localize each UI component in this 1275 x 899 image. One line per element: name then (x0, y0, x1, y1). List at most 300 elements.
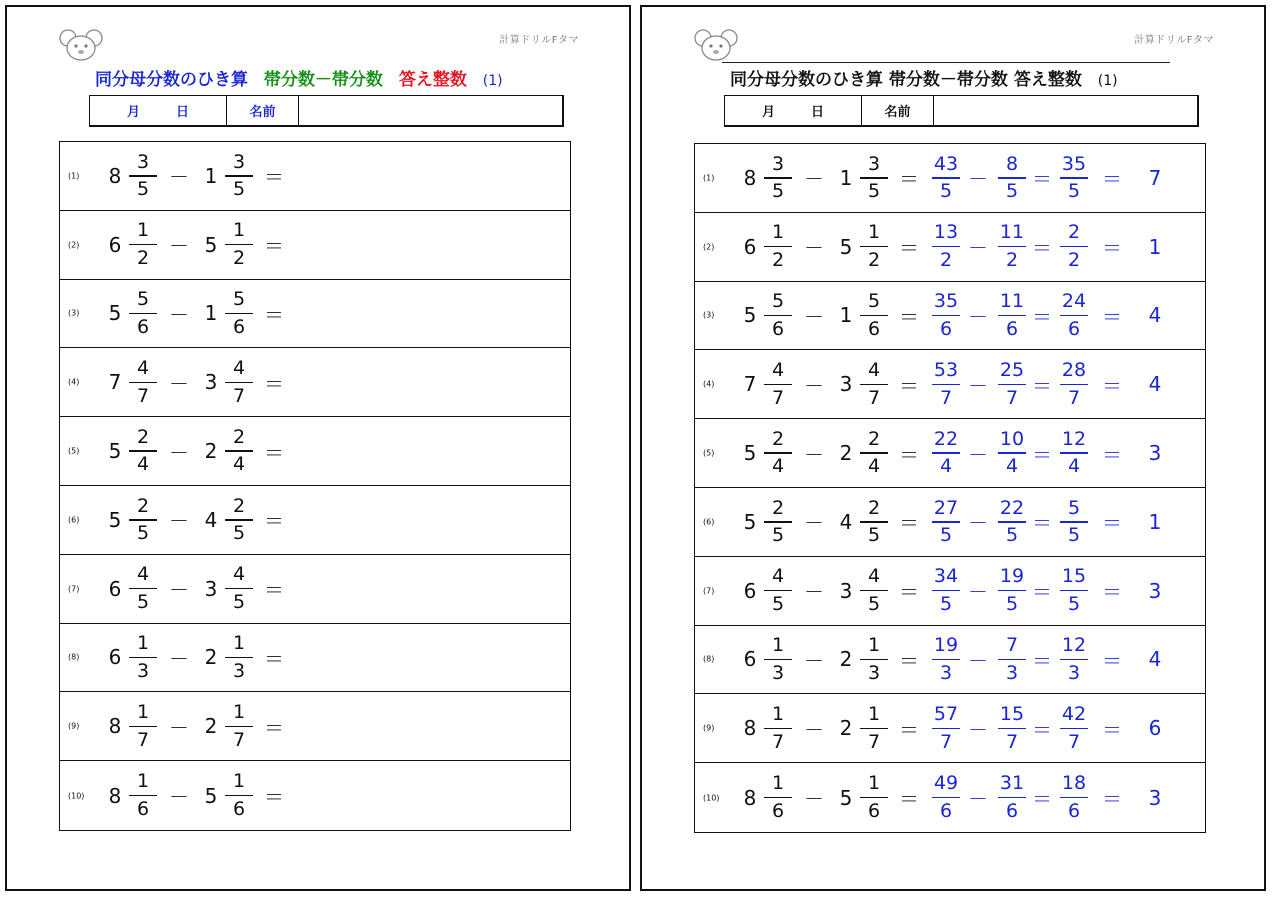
improper-fraction (997, 290, 1027, 342)
minus-sign: － (968, 236, 988, 261)
equals-sign: ＝ (1102, 511, 1122, 536)
numerator: 15 (999, 703, 1025, 726)
denominator: 6 (232, 315, 246, 338)
minus-sign: － (968, 580, 988, 605)
fraction-bar (998, 384, 1026, 386)
fraction-bar (225, 382, 253, 384)
whole-number: 1 (204, 301, 218, 326)
mixed-fraction (763, 703, 793, 755)
whole-number: 2 (839, 441, 853, 466)
denominator: 5 (939, 592, 953, 615)
denominator: 5 (1005, 592, 1019, 615)
numerator: 1 (867, 634, 881, 657)
whole-number: 7 (743, 372, 757, 397)
denominator: 5 (1067, 592, 1081, 615)
whole-number: 4 (204, 507, 218, 532)
denominator: 2 (771, 248, 785, 271)
answer-value: 3 (1148, 785, 1162, 810)
denominator: 4 (136, 453, 150, 476)
problem-row (695, 626, 1205, 695)
improper-fraction (997, 565, 1027, 617)
fraction-bar (860, 521, 888, 523)
mixed-fraction (859, 772, 889, 824)
numerator: 19 (999, 565, 1025, 588)
denominator: 6 (232, 797, 246, 820)
denominator: 6 (1067, 317, 1081, 340)
problem-sheet (5, 5, 631, 891)
problem-expression (104, 761, 294, 830)
whole-number: 3 (839, 578, 853, 603)
equals-sign: ＝ (264, 646, 284, 671)
fraction-bar (1060, 315, 1088, 317)
equals-sign: ＝ (899, 167, 919, 192)
minus-sign: － (169, 302, 189, 327)
numerator: 3 (232, 150, 246, 173)
problem-number: (4) (68, 377, 80, 387)
numerator: 19 (933, 634, 959, 657)
numerator: 4 (136, 563, 150, 586)
fraction-bar (764, 177, 792, 179)
numerator: 28 (1061, 359, 1087, 382)
fraction-bar (764, 246, 792, 248)
fraction-bar (932, 659, 960, 661)
minus-sign: － (169, 509, 189, 534)
denominator: 6 (1005, 317, 1019, 340)
numerator: 3 (136, 150, 150, 173)
equals-sign: ＝ (264, 165, 284, 190)
fraction-bar (1060, 521, 1088, 523)
mixed-fraction (763, 221, 793, 273)
problem-number: (1) (68, 171, 80, 181)
equals-sign: ＝ (264, 509, 284, 534)
numerator: 4 (867, 359, 881, 382)
equals-sign: ＝ (1102, 787, 1122, 812)
denominator: 5 (1005, 180, 1019, 203)
denominator: 7 (771, 730, 785, 753)
denominator: 6 (136, 315, 150, 338)
numerator: 5 (136, 288, 150, 311)
numerator: 11 (999, 290, 1025, 313)
fraction-bar (225, 450, 253, 452)
fraction-bar (860, 384, 888, 386)
problem-expression (104, 348, 294, 416)
result-fraction (1059, 221, 1089, 273)
whole-number: 8 (108, 163, 122, 188)
denominator: 3 (771, 661, 785, 684)
equals-sign: ＝ (899, 236, 919, 261)
numerator: 34 (933, 565, 959, 588)
denominator: 4 (232, 453, 246, 476)
fraction-bar (1060, 177, 1088, 179)
problem-expression (739, 282, 1175, 350)
mixed-fraction (763, 427, 793, 479)
problem-expression (104, 142, 294, 210)
improper-fraction (997, 772, 1027, 824)
problem-number: (5) (68, 446, 80, 456)
denominator: 5 (232, 522, 246, 545)
problem-number: (7) (703, 586, 715, 596)
fraction-bar (932, 177, 960, 179)
fraction-bar (225, 657, 253, 659)
denominator: 7 (867, 730, 881, 753)
problem-number: (10) (68, 791, 85, 801)
mixed-fraction (763, 565, 793, 617)
answer-value: 7 (1148, 165, 1162, 190)
problem-row (60, 211, 570, 280)
fraction-bar (129, 519, 157, 521)
numerator: 10 (999, 427, 1025, 450)
brand-label: 計算ドリルFタマ (1134, 35, 1214, 46)
numerator: 12 (1061, 427, 1087, 450)
denominator: 5 (232, 590, 246, 613)
mixed-fraction (128, 632, 158, 684)
denominator: 7 (232, 384, 246, 407)
mixed-fraction (224, 632, 254, 684)
answer-value: 4 (1148, 372, 1162, 397)
whole-number: 3 (204, 370, 218, 395)
fraction-bar (860, 177, 888, 179)
answer-value: 4 (1148, 647, 1162, 672)
mixed-fraction (763, 290, 793, 342)
fraction-bar (998, 177, 1026, 179)
mixed-fraction (128, 770, 158, 822)
fraction-bar (129, 450, 157, 452)
improper-fraction (931, 152, 961, 204)
problem-row (695, 557, 1205, 626)
equals-sign: ＝ (1102, 304, 1122, 329)
minus-sign: － (169, 440, 189, 465)
numerator: 1 (232, 701, 246, 724)
equals-sign: ＝ (1102, 580, 1122, 605)
denominator: 5 (1005, 524, 1019, 547)
problem-number: (7) (68, 584, 80, 594)
fraction-bar (932, 728, 960, 730)
problem-expression (739, 419, 1175, 487)
fraction-bar (932, 315, 960, 317)
denominator: 7 (136, 728, 150, 751)
denominator: 2 (136, 246, 150, 269)
problem-row (60, 624, 570, 693)
problem-number: (9) (68, 721, 80, 731)
equals-sign: ＝ (1032, 580, 1052, 605)
denominator: 5 (136, 178, 150, 201)
name-date-box (724, 95, 1199, 127)
mixed-fraction (224, 494, 254, 546)
whole-number: 3 (839, 372, 853, 397)
numerator: 2 (867, 496, 881, 519)
numerator: 15 (1061, 565, 1087, 588)
denominator: 6 (136, 797, 150, 820)
result-fraction (1059, 496, 1089, 548)
denominator: 2 (1067, 248, 1081, 271)
fraction-bar (129, 726, 157, 728)
denominator: 6 (771, 799, 785, 822)
mixed-fraction (128, 150, 158, 202)
numerator: 3 (771, 152, 785, 175)
problem-number: (8) (68, 652, 80, 662)
equals-sign: ＝ (1102, 373, 1122, 398)
problem-number: (10) (703, 793, 720, 803)
denominator: 5 (1067, 524, 1081, 547)
numerator: 27 (933, 496, 959, 519)
denominator: 2 (939, 248, 953, 271)
fraction-bar (764, 452, 792, 454)
whole-number: 5 (743, 441, 757, 466)
numerator: 25 (999, 359, 1025, 382)
improper-fraction (931, 359, 961, 411)
fraction-bar (998, 452, 1026, 454)
numerator: 2 (771, 427, 785, 450)
fraction-bar (932, 521, 960, 523)
fraction-bar (225, 588, 253, 590)
problem-row (695, 213, 1205, 282)
mixed-fraction (859, 634, 889, 686)
denominator: 4 (1067, 455, 1081, 478)
whole-number: 1 (204, 163, 218, 188)
fraction-bar (129, 313, 157, 315)
whole-number: 8 (108, 783, 122, 808)
mixed-fraction (128, 701, 158, 753)
numerator: 24 (1061, 290, 1087, 313)
sheet-number: (1) (1097, 73, 1118, 89)
fraction-bar (129, 795, 157, 797)
mouse-mascot-icon (59, 27, 103, 63)
date-cell (725, 96, 862, 125)
improper-fraction (931, 496, 961, 548)
improper-fraction (931, 703, 961, 755)
problem-number: (2) (68, 240, 80, 250)
numerator: 2 (232, 425, 246, 448)
fraction-bar (860, 728, 888, 730)
fraction-bar (129, 588, 157, 590)
whole-number: 6 (108, 232, 122, 257)
numerator: 22 (933, 427, 959, 450)
problem-row (60, 486, 570, 555)
day-label: 日 (176, 105, 190, 120)
minus-sign: － (968, 304, 988, 329)
denominator: 5 (771, 180, 785, 203)
problem-row (60, 761, 570, 830)
numerator: 7 (1005, 634, 1019, 657)
equals-sign: ＝ (899, 787, 919, 812)
problem-expression (739, 626, 1175, 694)
improper-fraction (997, 152, 1027, 204)
problem-expression (739, 350, 1175, 418)
numerator: 1 (136, 701, 150, 724)
mixed-fraction (128, 219, 158, 271)
whole-number: 4 (839, 509, 853, 534)
minus-sign: － (968, 648, 988, 673)
name-field (299, 96, 562, 125)
whole-number: 8 (743, 165, 757, 190)
problem-row (60, 348, 570, 417)
fraction-bar (225, 795, 253, 797)
numerator: 5 (867, 290, 881, 313)
whole-number: 5 (108, 439, 122, 464)
fraction-bar (764, 590, 792, 592)
problem-row (695, 488, 1205, 557)
date-cell (90, 96, 227, 125)
problem-expression (739, 557, 1175, 625)
minus-sign: － (169, 371, 189, 396)
problem-row (60, 555, 570, 624)
denominator: 2 (232, 246, 246, 269)
problem-row (60, 417, 570, 486)
mixed-fraction (224, 288, 254, 340)
denominator: 7 (771, 386, 785, 409)
denominator: 7 (136, 384, 150, 407)
numerator: 18 (1061, 772, 1087, 795)
whole-number: 5 (743, 509, 757, 534)
minus-sign: － (169, 234, 189, 259)
numerator: 1 (771, 221, 785, 244)
whole-number: 2 (204, 714, 218, 739)
problem-row (695, 419, 1205, 488)
equals-sign: ＝ (1032, 648, 1052, 673)
equals-sign: ＝ (899, 442, 919, 467)
numerator: 11 (999, 221, 1025, 244)
minus-sign: － (804, 442, 824, 467)
numerator: 4 (867, 565, 881, 588)
improper-fraction (931, 772, 961, 824)
mixed-fraction (859, 359, 889, 411)
mixed-fraction (224, 701, 254, 753)
title-part-answer: 答え整数 (398, 70, 467, 90)
whole-number: 1 (839, 165, 853, 190)
minus-sign: － (169, 165, 189, 190)
whole-number: 5 (839, 785, 853, 810)
whole-number: 2 (204, 645, 218, 670)
denominator: 6 (939, 317, 953, 340)
brand-label: 計算ドリルFタマ (499, 35, 579, 46)
fraction-bar (998, 521, 1026, 523)
fraction-bar (764, 384, 792, 386)
name-label: 名前 (227, 96, 299, 125)
numerator: 2 (136, 494, 150, 517)
fraction-bar (860, 590, 888, 592)
title-part-topic: 同分母分数のひき算 (95, 70, 248, 90)
fraction-bar (998, 659, 1026, 661)
minus-sign: － (169, 578, 189, 603)
minus-sign: － (968, 373, 988, 398)
mixed-fraction (763, 634, 793, 686)
improper-fraction (997, 634, 1027, 686)
fraction-bar (932, 246, 960, 248)
numerator: 35 (1061, 152, 1087, 175)
whole-number: 5 (204, 783, 218, 808)
minus-sign: － (804, 580, 824, 605)
numerator: 1 (771, 772, 785, 795)
denominator: 5 (867, 592, 881, 615)
numerator: 4 (771, 565, 785, 588)
name-field (934, 96, 1197, 125)
fraction-bar (998, 797, 1026, 799)
numerator: 5 (232, 288, 246, 311)
minus-sign: － (169, 715, 189, 740)
minus-sign: － (968, 717, 988, 742)
problem-number: (9) (703, 723, 715, 733)
fraction-bar (998, 315, 1026, 317)
numerator: 1 (232, 770, 246, 793)
fraction-bar (1060, 797, 1088, 799)
mixed-fraction (859, 290, 889, 342)
fraction-bar (129, 244, 157, 246)
equals-sign: ＝ (264, 234, 284, 259)
denominator: 6 (1067, 799, 1081, 822)
fraction-bar (764, 797, 792, 799)
denominator: 6 (771, 317, 785, 340)
improper-fraction (931, 221, 961, 273)
denominator: 5 (939, 524, 953, 547)
equals-sign: ＝ (1032, 373, 1052, 398)
fraction-bar (1060, 384, 1088, 386)
problem-list (59, 141, 571, 831)
fraction-bar (1060, 659, 1088, 661)
answer-value: 3 (1148, 578, 1162, 603)
problem-number: (8) (703, 654, 715, 664)
mixed-fraction (224, 770, 254, 822)
fraction-bar (998, 728, 1026, 730)
mixed-fraction (128, 425, 158, 477)
numerator: 2 (771, 496, 785, 519)
equals-sign: ＝ (899, 717, 919, 742)
result-fraction (1059, 427, 1089, 479)
problem-expression (739, 144, 1175, 212)
answer-value: 1 (1148, 509, 1162, 534)
mixed-fraction (128, 494, 158, 546)
numerator: 1 (867, 221, 881, 244)
denominator: 5 (771, 524, 785, 547)
fraction-bar (998, 590, 1026, 592)
equals-sign: ＝ (899, 373, 919, 398)
equals-sign: ＝ (899, 511, 919, 536)
improper-fraction (931, 427, 961, 479)
denominator: 3 (939, 661, 953, 684)
numerator: 5 (1067, 496, 1081, 519)
answer-value: 1 (1148, 234, 1162, 259)
result-fraction (1059, 703, 1089, 755)
minus-sign: － (804, 236, 824, 261)
problem-number: (6) (703, 517, 715, 527)
numerator: 2 (232, 494, 246, 517)
whole-number: 5 (204, 232, 218, 257)
denominator: 6 (867, 799, 881, 822)
equals-sign: ＝ (1102, 167, 1122, 192)
minus-sign: － (804, 717, 824, 742)
fraction-bar (129, 382, 157, 384)
numerator: 53 (933, 359, 959, 382)
name-label: 名前 (862, 96, 934, 125)
problem-expression (104, 486, 294, 554)
equals-sign: ＝ (264, 578, 284, 603)
equals-sign: ＝ (1102, 236, 1122, 261)
fraction-bar (225, 313, 253, 315)
problem-number: (3) (703, 310, 715, 320)
numerator: 2 (1067, 221, 1081, 244)
denominator: 5 (771, 592, 785, 615)
numerator: 1 (136, 632, 150, 655)
numerator: 2 (867, 427, 881, 450)
whole-number: 1 (839, 303, 853, 328)
problem-number: (5) (703, 448, 715, 458)
whole-number: 2 (204, 439, 218, 464)
numerator: 13 (933, 221, 959, 244)
improper-fraction (931, 565, 961, 617)
problem-row (695, 694, 1205, 763)
minus-sign: － (804, 648, 824, 673)
whole-number: 6 (743, 578, 757, 603)
name-date-box (89, 95, 564, 127)
